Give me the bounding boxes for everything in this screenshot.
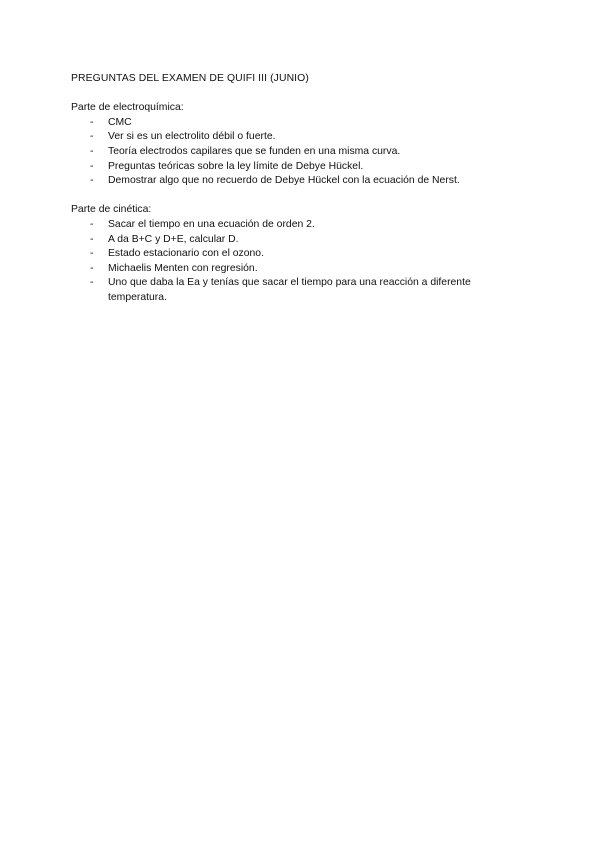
list-item bbox=[71, 174, 531, 189]
section-heading: Parte de electroquímica: bbox=[71, 102, 184, 114]
list-item bbox=[71, 218, 531, 233]
bullet-dash: - bbox=[90, 116, 94, 128]
list-item bbox=[71, 276, 531, 305]
section-heading: Parte de cinética: bbox=[71, 204, 152, 216]
list-item bbox=[71, 160, 531, 175]
list-item-text: Ver si es un electrolito débil o fuerte. bbox=[108, 131, 276, 143]
document-body bbox=[71, 72, 531, 320]
bullet-dash: - bbox=[90, 248, 94, 260]
list-item-text: CMC bbox=[108, 116, 132, 128]
list-item bbox=[71, 116, 531, 131]
bullet-list bbox=[71, 116, 531, 189]
list-item-text: Sacar el tiempo en una ecuación de orden 2. bbox=[108, 218, 315, 230]
list-item-text: A da B+C y D+E, calcular D. bbox=[108, 233, 239, 245]
list-item-text: Teoría electrodos capilares que se funden en una misma curva. bbox=[108, 145, 401, 157]
list-item-text: Estado estacionario con el ozono. bbox=[108, 248, 264, 260]
bullet-dash: - bbox=[90, 160, 94, 172]
list-item bbox=[71, 247, 531, 262]
bullet-dash: - bbox=[90, 277, 94, 289]
list-item bbox=[71, 130, 531, 145]
document-title: PREGUNTAS DEL EXAMEN DE QUIFI III (JUNIO) bbox=[71, 73, 309, 84]
section-cinetica bbox=[71, 203, 531, 305]
bullet-dash: - bbox=[90, 145, 94, 157]
list-item-text: Uno que daba la Ea y tenías que sacar el tiempo para una reacción a diferente temperatura. bbox=[108, 277, 471, 303]
list-item-text: Demostrar algo que no recuerdo de Debye Hückel con la ecuación de Nerst. bbox=[108, 175, 460, 187]
bullet-dash: - bbox=[90, 175, 94, 187]
list-item bbox=[71, 262, 531, 277]
section-electroquimica bbox=[71, 101, 531, 189]
list-item bbox=[71, 145, 531, 160]
list-item-text: Preguntas teóricas sobre la ley límite de Debye Hückel. bbox=[108, 160, 364, 172]
bullet-dash: - bbox=[90, 218, 94, 230]
list-item bbox=[71, 233, 531, 248]
bullet-dash: - bbox=[90, 233, 94, 245]
bullet-dash: - bbox=[90, 131, 94, 143]
bullet-list bbox=[71, 218, 531, 306]
list-item-text: Michaelis Menten con regresión. bbox=[108, 262, 258, 274]
bullet-dash: - bbox=[90, 262, 94, 274]
